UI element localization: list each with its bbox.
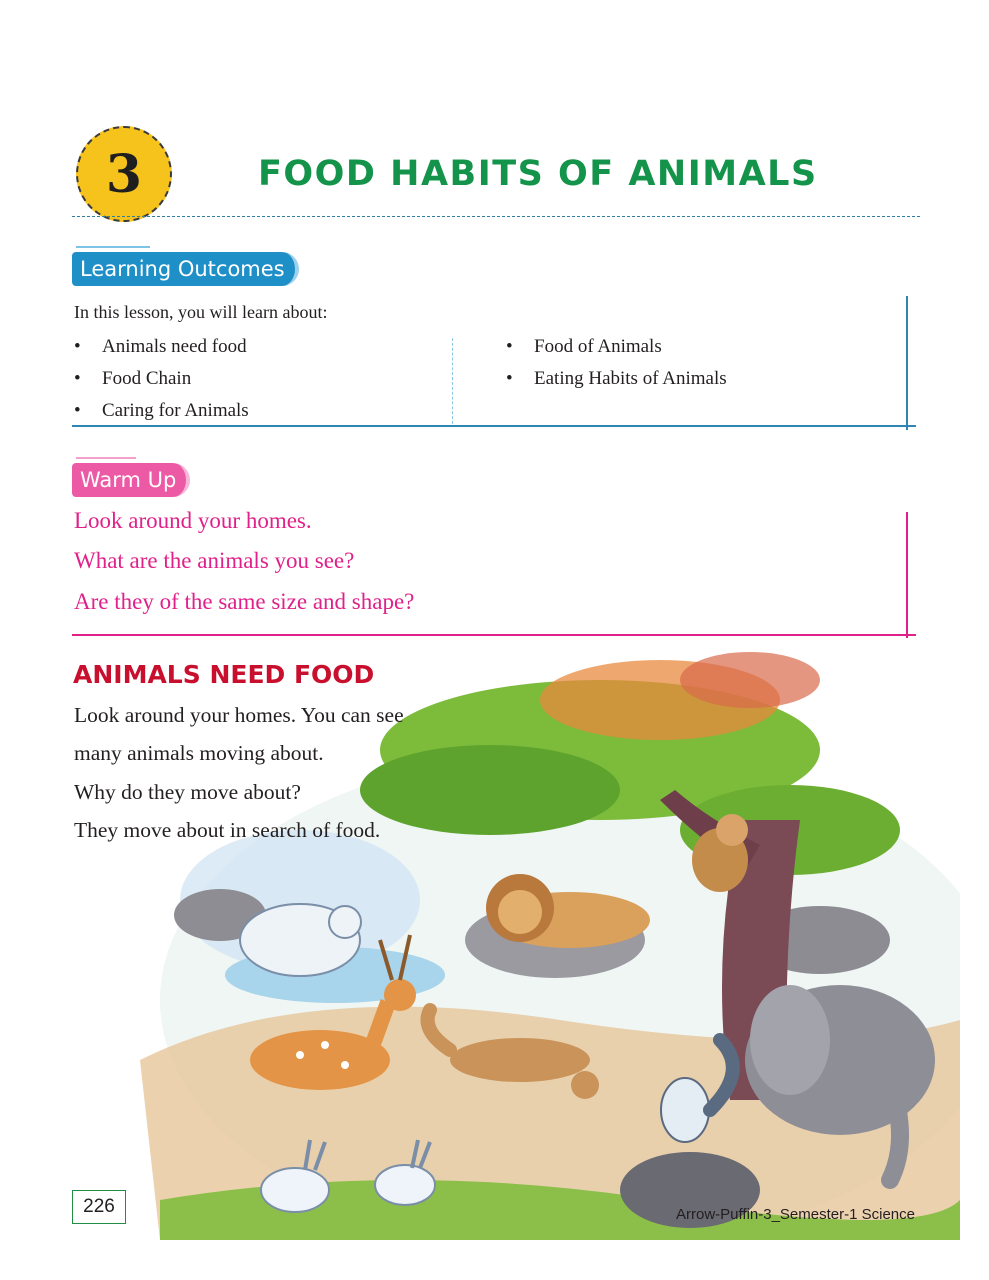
warm-up-tag: Warm Up <box>72 463 190 497</box>
learning-outcomes-list-right <box>506 331 727 395</box>
forest-animals-illustration <box>100 640 960 1240</box>
column-divider <box>452 338 453 424</box>
book-footer: Arrow-Puffin-3_Semester-1 Science <box>676 1206 915 1223</box>
tag-accent-line <box>76 246 150 248</box>
learning-outcomes-tag: Learning Outcomes <box>72 252 299 286</box>
body-text-line: Why do they move about? <box>74 780 301 804</box>
chapter-title: FOOD HABITS OF ANIMALS <box>258 154 818 194</box>
learning-outcomes-side-rule <box>906 296 908 430</box>
learning-outcomes-intro: In this lesson, you will learn about: <box>74 302 328 322</box>
page-number: 226 <box>72 1190 126 1224</box>
warm-up-side-rule <box>906 512 908 638</box>
warm-up-line: Look around your homes. <box>74 508 312 533</box>
list-item: • Food of Animals <box>506 331 727 363</box>
chapter-number: 3 <box>105 143 143 205</box>
body-text-line: They move about in search of food. <box>74 818 381 842</box>
list-item: • Animals need food <box>74 331 249 363</box>
learning-outcomes-bottom-rule <box>72 425 916 427</box>
body-text-line: Look around your homes. You can see <box>74 703 404 727</box>
learning-outcomes-list-left <box>74 331 249 427</box>
tag-accent-line <box>76 457 136 459</box>
body-text-line: many animals moving about. <box>74 741 324 765</box>
chapter-number-badge <box>76 126 172 222</box>
warm-up-line: What are the animals you see? <box>74 548 355 573</box>
list-item: • Food Chain <box>74 363 249 395</box>
warm-up-bottom-rule <box>72 634 916 636</box>
list-item: • Caring for Animals <box>74 395 249 427</box>
list-item: • Eating Habits of Animals <box>506 363 727 395</box>
warm-up-line: Are they of the same size and shape? <box>74 589 415 614</box>
header-divider <box>72 216 920 217</box>
section-title: ANIMALS NEED FOOD <box>73 660 375 689</box>
